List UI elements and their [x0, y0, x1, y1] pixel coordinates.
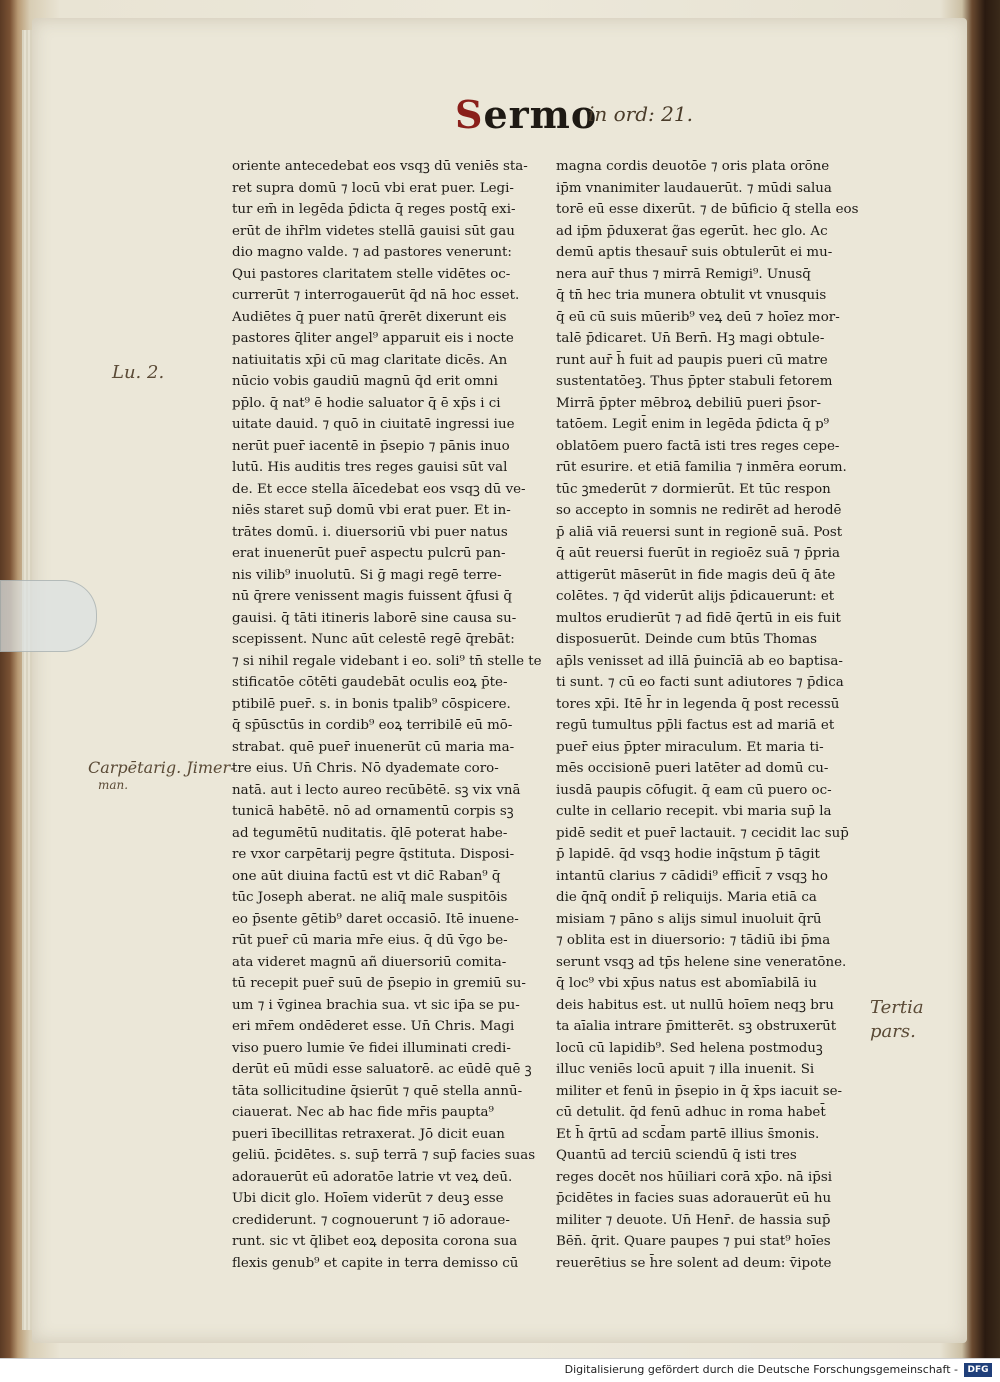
header-annotation: in ord: 21.: [588, 102, 693, 126]
text-line: Mirrā p̄pter mēbroꝝ debiliū pueri p̄sor-: [556, 395, 822, 411]
text-line: lutū. His auditis tres reges gauisi sūt val: [232, 460, 508, 475]
text-line: adorauerūt eū adoratōe latrie vt veꝝ deū.: [232, 1169, 513, 1185]
text-line: pp̄lo. q̄ nat⁹ ē hodie saluator q̄ ē xp̄s i ci: [232, 395, 501, 411]
text-line: nūcio vobis gaudiū magnū q̄d erit omni: [232, 374, 498, 389]
title-initial: S: [455, 92, 484, 137]
text-line: Et h̄ q̄rtū ad scd̄am partē illius s̄monis.: [556, 1126, 820, 1142]
text-line: intantū clarius ⁊ cādidi⁹ efficit̄ ⁊ vsqꝫ ho: [556, 868, 828, 884]
text-line: q̄ tn̄ hec tria munera obtulit vt vnusquis: [556, 288, 827, 303]
page-header: [455, 92, 597, 137]
text-line: Audiētes q̄ puer natū q̄rerēt dixerunt eis: [232, 309, 507, 325]
text-line: ret supra domū ⁊ locū vbi erat puer. Legi-: [232, 180, 514, 196]
text-line: de. Et ecce stella āīcedebat eos vsqꝫ dū ve-: [232, 481, 526, 497]
text-line: die q̄nq̄ ondit̄ p̄ reliquijs. Maria etiā ca: [556, 890, 817, 905]
text-line: crediderunt. ⁊ cognouerunt ⁊ iō adoraue-: [232, 1212, 510, 1228]
text-line: nerūt puer̄ iacentē in p̄sepio ⁊ pānis inuo: [232, 438, 510, 454]
margin-note-carpentarius-2: man.: [98, 778, 129, 792]
text-line: runt. sic vt q̄libet eoꝝ deposita corona sua: [232, 1234, 518, 1249]
text-line: demū aptis thesaur̄ suis obtulerūt ei mu-: [556, 245, 833, 260]
text-line: misiam ⁊ pāno s alijs simul inuoluit q̄rū: [556, 911, 822, 927]
text-line: pastores q̄liter angel⁹ apparuit eis i nocte: [232, 331, 514, 346]
text-line: so accepto in somnis ne redirēt ad herodē: [556, 503, 842, 518]
text-line: regū tumultus pp̄li factus est ad mariā et: [556, 718, 835, 733]
text-line: tunicā habētē. nō ad ornamentū corpis sꝫ: [232, 804, 514, 819]
text-line: tre eius. Un̄ Chris. Nō dyademate coro-: [232, 761, 499, 776]
text-line: q̄ sp̄ūsctūs in cordib⁹ eoꝝ terribilē eū mō-: [232, 718, 513, 733]
text-line: ata videret magnū añ diuersoriū comita-: [232, 954, 507, 970]
text-line: locū cū lapidib⁹. Sed helena postmoduꝫ: [556, 1040, 823, 1056]
text-line: ad tegumētū nuditatis. q̄lē poterat habe-: [232, 825, 508, 841]
text-line: erūt de ihr̄lm videtes stellā gauisi sūt gau: [232, 223, 515, 239]
text-line: um ⁊ i v̄ginea brachia sua. vt sic ip̄a se pu-: [232, 997, 520, 1013]
text-line: one aūt diuina factū est vt dic̄ Raban⁹ q̄: [232, 868, 501, 884]
text-line: trātes domū. i. diuersoriū vbi puer natus: [232, 524, 508, 540]
text-line: illuc veniēs locū apuit ⁊ illa inuenit. Si: [556, 1062, 815, 1077]
text-line: reges docēt nos hūiliari corā xp̄o. nā ip̄si: [556, 1169, 833, 1185]
text-line: tatōem. Legit̄ enim in legēda p̄dicta q̄ p⁹: [556, 417, 830, 432]
text-line: pueri ībecillitas retraxerat. Jō dicit euan: [232, 1126, 505, 1142]
text-line: disposuerūt. Deinde cum btūs Thomas: [556, 632, 817, 647]
text-line: oriente antecedebat eos vsqꝫ dū veniēs sta-: [232, 159, 528, 174]
text-line: militer ⁊ deuote. Un̄ Henr̄. de hassia sup̄: [556, 1212, 831, 1228]
text-line: sustentatōeꝫ. Thus p̄pter stabuli fetorem: [556, 374, 833, 389]
text-line: p̄cidētes in facies suas adorauerūt eū hu: [556, 1191, 832, 1206]
text-line: natiuitatis xp̄i cū mag claritate dicēs. An: [232, 352, 508, 368]
text-line: tāta sollicitudine q̄sierūt ⁊ quē stella annū-: [232, 1083, 523, 1099]
text-line: cū detulit. q̄d fenū adhuc in roma habet̄: [556, 1105, 826, 1120]
text-line: re vxor carpētarij pegre q̄stituta. Disposi-: [232, 847, 515, 862]
text-line: deis habitus est. ut nullū hoīem neqꝫ bru: [556, 997, 834, 1013]
text-line: nis vilib⁹ inuolutū. Si ḡ magi regē terre-: [232, 567, 502, 583]
text-line: ciauerat. Nec ab hac fide mr̄is paupta⁹: [232, 1105, 494, 1120]
text-line: Bēn̄. q̄rit. Quare paupes ⁊ pui stat⁹ hoīes: [556, 1234, 831, 1249]
margin-note-lu: Lu. 2.: [112, 362, 165, 383]
margin-note-carpentarius: Carpētarig. Jimer-: [88, 758, 236, 777]
text-line: tūc Joseph aberat. ne aliq̄ male suspitōis: [232, 890, 508, 905]
text-line: p̄ lapidē. q̄d vsqꝫ hodie inq̄stum p̄ tāgit: [556, 847, 820, 862]
dfg-logo: DFG: [964, 1363, 992, 1377]
text-line: ⁊ si nihil regale videbant i eo. soli⁹ tn̄ stelle te: [232, 653, 542, 669]
text-line: attigerūt māserūt in fide magis deū q̄ āte: [556, 567, 836, 583]
text-line: eri mr̄em ondēderet esse. Un̄ Chris. Magi: [232, 1019, 515, 1034]
text-line: geliū. p̄cidētes. s. sup̄ terrā ⁊ sup̄ facies suas: [232, 1148, 536, 1163]
text-line: gauisi. q̄ tāti itineris laborē sine causa su-: [232, 610, 517, 626]
text-line: rūt puer̄ cū maria mr̄e eius. q̄ dū v̄go be-: [232, 933, 508, 948]
text-line: tur em̄ in legēda p̄dicta q̄ reges postq̄ exi-: [232, 202, 516, 217]
text-line: Qui pastores claritatem stelle vidētes oc-: [232, 266, 511, 282]
text-line: pidē sedit et puer̄ lactauit. ⁊ cecidit lac sup̄: [556, 825, 849, 841]
right-text-column: [556, 156, 874, 1274]
text-line: culte in cellario recepit. vbi maria sup̄ la: [556, 804, 832, 819]
text-line: torē eū esse dixerūt. ⁊ de būficio q̄ stella eos: [556, 202, 859, 217]
text-line: eo p̄sente gētib⁹ daret occasiō. Itē inuene-: [232, 911, 519, 927]
text-line: rūt esurire. et etiā familia ⁊ inmēra eorum.: [556, 460, 847, 475]
text-line: colētes. ⁊ q̄d viderūt alijs p̄dicauerunt: et: [556, 589, 835, 604]
text-line: Ubi dicit glo. Hoīem viderūt ⁊ deuꝫ esse: [232, 1191, 504, 1206]
page-title: Sermo: [455, 92, 598, 137]
text-line: mēs occisionē pueri latēter ad domū cu-: [556, 761, 829, 776]
text-line: reuerētius se h̄re solent ad deum: v̄ipote: [556, 1255, 832, 1271]
text-line: ip̄m vnanimiter laudauerūt. ⁊ mūdi salua: [556, 180, 832, 196]
text-line: tūc ꝫmederūt ⁊ dormierūt. Et tūc respon: [556, 481, 831, 497]
text-line: q̄ aūt reuersi fuerūt in regioēz suā ⁊ p̄pria: [556, 546, 841, 561]
text-line: dio magno valde. ⁊ ad pastores venerunt:: [232, 245, 512, 260]
page-clip: [0, 580, 97, 652]
text-line: flexis genub⁹ et capite in terra demisso cū: [232, 1255, 519, 1271]
text-line: militer et fenū in p̄sepio in q̄ x̄ps iacuit se-: [556, 1083, 843, 1099]
text-line: derūt eū mūdi esse saluatorē. ac eūdē quē ꝫ: [232, 1062, 532, 1077]
margin-note-tertia-pars: Tertia pars.: [870, 997, 924, 1042]
text-line: magna cordis deuotōe ⁊ oris plata orōne: [556, 159, 830, 174]
text-line: strabat. quē puer̄ inuenerūt cū maria ma-: [232, 739, 515, 755]
text-line: serunt vsqꝫ ad tp̄s helene sine veneratōne.: [556, 954, 847, 970]
text-line: tores xp̄i. Itē h̄r in legenda q̄ post recessū: [556, 696, 840, 712]
text-line: uitate dauid. ⁊ quō in ciuitatē ingressi iue: [232, 417, 515, 432]
text-line: scepissent. Nunc aūt celestē regē q̄rebāt:: [232, 632, 515, 647]
text-line: tū recepit puer̄ suū de p̄sepio in gremiū su-: [232, 976, 526, 991]
text-line: p̄ aliā viā reuersi sunt in regionē suā. Post: [556, 524, 843, 540]
text-line: ta aīalia intrare p̄mitterēt. sꝫ obstruxerūt: [556, 1019, 837, 1034]
text-line: talē p̄dicaret. Un̄ Bern̄. Hꝫ magi obtule-: [556, 331, 825, 346]
text-line: ⁊ oblita est in diuersorio: ⁊ tādiū ibi p̄ma: [556, 933, 831, 948]
text-line: ap̄ls venisset ad illā p̄uincīā ab eo baptisa-: [556, 653, 843, 669]
text-line: puer̄ eius p̄pter miraculum. Et maria ti-: [556, 739, 824, 755]
text-line: stificatōe cōtēti gaudebāt oculis eoꝝ p̄te-: [232, 675, 508, 690]
text-line: runt aur̄ h̄ fuit ad paupis pueri cū matre: [556, 352, 828, 368]
text-line: ptibilē puer̄. s. in bonis tpalib⁹ cōspicere.: [232, 696, 511, 712]
text-line: ti sunt. ⁊ cū eo facti sunt adiutores ⁊ p̄dica: [556, 675, 844, 690]
text-line: q̄ loc⁹ vbi xp̄us natus est abomīabilā iu: [556, 976, 817, 991]
text-line: erat inuenerūt puer̄ aspectu pulcrū pan-: [232, 546, 506, 561]
text-line: natā. aut i lecto aureo recūbētē. sꝫ vix vnā: [232, 782, 521, 798]
text-line: viso puero lumie v̄e fidei illuminati credi-: [232, 1040, 511, 1056]
text-line: nū q̄rere venissent magis fuissent q̄fusi q̄: [232, 589, 512, 604]
text-line: nera aur̄ thus ⁊ mirrā Remigi⁹. Unusq̄: [556, 266, 811, 282]
left-text-column: [232, 156, 542, 1274]
text-line: multos erudierūt ⁊ ad fidē q̄ertū in eis fuit: [556, 610, 841, 626]
text-line: niēs staret sup̄ domū vbi erat puer. Et in-: [232, 503, 511, 518]
text-line: currerūt ⁊ interrogauerūt q̄d nā hoc esset.: [232, 288, 520, 303]
text-line: iusdā paupis cōfugit. q̄ eam cū puero oc-: [556, 782, 832, 798]
text-line: Quantū ad terciū sciendū q̄ isti tres: [556, 1148, 797, 1163]
text-line: ad ip̄m p̄duxerat g̃as egerūt. hec glo. Ac: [556, 223, 828, 239]
text-line: q̄ eū cū suis mūerib⁹ veꝝ deū ⁊ hoīez mor-: [556, 309, 840, 325]
text-line: oblatōem puero factā isti tres reges cepe-: [556, 438, 840, 454]
footer-bar: [0, 1358, 1000, 1382]
footer-credit: Digitalisierung gefördert durch die Deutsche Forschungsgemeinschaft -: [564, 1363, 958, 1376]
